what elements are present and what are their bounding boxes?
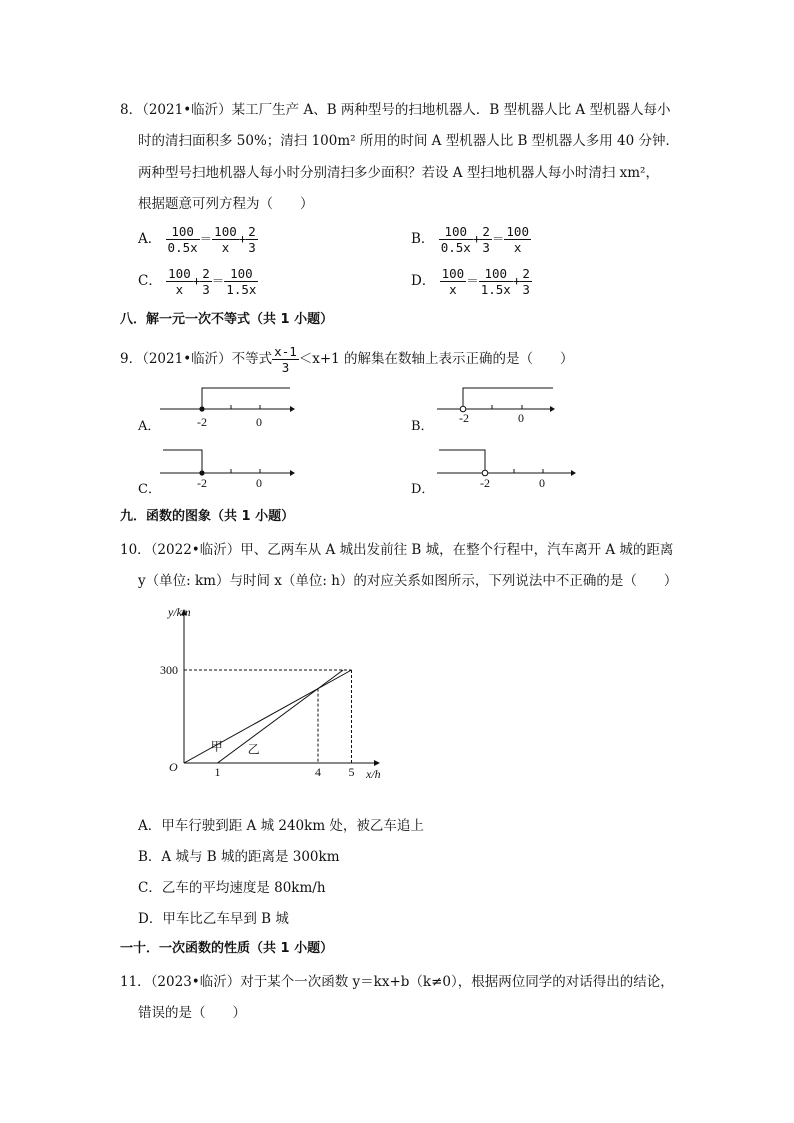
q8-option-c[interactable]: C． $\frac{100}{x}$ + $\frac{2}{3}$ ＝ $\frac{100}{1.5x}$ xyxy=(138,266,257,297)
q11-number: 11． xyxy=(120,974,151,990)
tick-label: -2 xyxy=(197,415,207,429)
solid-dot-icon xyxy=(199,470,204,475)
fraction: $\frac{100}{0.5x}$ xyxy=(440,224,471,255)
q8-option-d[interactable]: D． $\frac{100}{x}$ ＝ $\frac{100}{1.5x}$ + $\frac{2}{3}$ xyxy=(411,266,530,297)
y-axis-label: y/km xyxy=(168,605,191,619)
q9-number: 9． xyxy=(120,351,143,367)
series-label: 乙 xyxy=(247,742,260,757)
fraction: $\frac{2}{3}$ xyxy=(202,266,210,297)
q8-line-2: 时的清扫面积多 50%；清扫 100m² 所用的时间 A 型机器人比 B 型机器人多用 40 分钟． xyxy=(138,133,679,149)
q10-line-1 xyxy=(120,540,673,560)
section-heading-8: 八．解一元一次不等式（共 1 小题） xyxy=(120,312,334,327)
section-heading-9: 九．函数的图象（共 1 小题） xyxy=(120,509,295,524)
q10-text-1: 甲、乙两车从 A 城出发前往 B 城，在整个行程中，汽车离开 A 城的距离 xyxy=(240,542,674,558)
distance-time-chart xyxy=(160,595,400,785)
q9-source: （2021•临沂） xyxy=(142,351,232,367)
q11-source: （2023•临沂） xyxy=(150,974,241,990)
fraction: $\frac{x-1}{3}$ xyxy=(274,344,297,375)
tick-label: 0 xyxy=(256,476,262,490)
q10-option-c[interactable]: C．乙车的平均速度是 80km/h xyxy=(138,880,326,896)
section-heading-10: 一十．一次函数的性质（共 1 小题） xyxy=(120,941,334,956)
q10-option-b[interactable]: B．A 城与 B 城的距离是 300km xyxy=(138,849,340,865)
fraction: $\frac{2}{3}$ xyxy=(248,224,256,255)
fraction: $\frac{2}{3}$ xyxy=(522,266,530,297)
y-tick-label: 300 xyxy=(160,663,178,677)
fraction: $\frac{2}{3}$ xyxy=(482,224,490,255)
arrow-head-icon xyxy=(290,406,295,412)
fraction: $\frac{100}{1.5x}$ xyxy=(480,266,511,297)
q8-option-b[interactable]: B． $\frac{100}{0.5x}$ + $\frac{2}{3}$ ＝ $\frac{100}{x}$ xyxy=(411,224,529,255)
fraction: $\frac{100}{1.5x}$ xyxy=(226,266,257,297)
q9-option-c-label[interactable]: C． xyxy=(138,482,161,497)
hollow-dot-icon xyxy=(482,470,488,476)
q8-source: （2021•临沂） xyxy=(142,102,232,118)
fraction: $\frac{100}{0.5x}$ xyxy=(167,224,198,255)
solid-dot-icon xyxy=(199,406,204,411)
option-label: A． xyxy=(138,231,162,247)
x-tick-label: 4 xyxy=(315,765,321,779)
q8-line-1 xyxy=(120,100,670,120)
q9-stem xyxy=(120,344,574,375)
solution-ray xyxy=(439,450,485,470)
q10-option-a[interactable]: A．甲车行驶到距 A 城 240km 处，被乙车追上 xyxy=(138,818,424,834)
x-axis-label: x/h xyxy=(366,767,381,781)
q9-option-a-label[interactable]: A． xyxy=(138,419,161,434)
q8-number: 8． xyxy=(120,102,143,118)
fraction: $\frac{100}{x}$ xyxy=(168,266,191,297)
arrow-head-icon xyxy=(571,470,576,476)
q9-text-pre: 不等式 xyxy=(231,351,273,367)
series-line-1 xyxy=(184,670,352,763)
origin-label: O xyxy=(169,760,178,774)
q8-line-3: 两种型号扫地机器人每小时分别清扫多少面积？若设 A 型扫地机器人每小时清扫 xm²， xyxy=(138,165,659,181)
arrow-head-icon xyxy=(290,470,295,476)
q11-line-1 xyxy=(120,972,674,992)
option-label: C． xyxy=(138,273,162,289)
tick-label: -2 xyxy=(459,411,469,425)
q8-line-4: 根据题意可列方程为（ ） xyxy=(138,196,314,212)
q11-line-2: 错误的是（ ） xyxy=(138,1005,246,1021)
fraction: $\frac{100}{x}$ xyxy=(214,224,237,255)
q9-text-post: ＜x+1 的解集在数轴上表示正确的是（ ） xyxy=(298,351,574,367)
solution-ray xyxy=(463,388,553,406)
option-label: B． xyxy=(411,231,435,247)
tick-label: 0 xyxy=(539,476,545,490)
fraction: $\frac{100}{x}$ xyxy=(441,266,465,297)
chart-series xyxy=(184,670,352,763)
tick-label: -2 xyxy=(197,476,207,490)
q9-option-d-number-line[interactable] xyxy=(437,442,577,492)
x-tick-label: 5 xyxy=(348,765,355,779)
fraction: $\frac{100}{x}$ xyxy=(506,224,529,255)
arrow-head-icon xyxy=(550,406,555,412)
tick-label: -2 xyxy=(480,476,490,490)
q10-number: 10． xyxy=(120,542,151,558)
q8-text-1: 某工厂生产 A、B 两种型号的扫地机器人．B 型机器人比 A 型机器人每小 xyxy=(231,102,671,118)
solution-ray xyxy=(163,450,202,473)
tick-label: 0 xyxy=(518,411,524,425)
solution-ray xyxy=(202,388,290,409)
q10-line-2: y（单位: km）与时间 x（单位: h）的对应关系如图所示，下列说法中不正确的是（ ） xyxy=(138,573,678,589)
q8-option-a[interactable]: A． $\frac{100}{0.5x}$ ＝ $\frac{100}{x}$ + $\frac{2}{3}$ xyxy=(138,224,256,255)
series-label: 甲 xyxy=(210,739,223,754)
q11-text-1: 对于某个一次函数 y＝kx+b（k≠0），根据两位同学的对话得出的结论， xyxy=(240,974,674,990)
q9-option-c-number-line[interactable] xyxy=(160,442,295,492)
x-axis-arrow-icon xyxy=(374,760,380,766)
chart-labels xyxy=(160,605,381,781)
q10-source: （2022•临沂） xyxy=(150,542,241,558)
option-label: D． xyxy=(411,273,436,289)
series-line-2 xyxy=(218,670,344,763)
q9-option-b-number-line[interactable] xyxy=(437,380,557,430)
tick-label: 0 xyxy=(256,415,262,429)
q9-option-d-label[interactable]: D． xyxy=(411,482,435,497)
q9-option-b-label[interactable]: B． xyxy=(411,419,434,434)
q10-option-d[interactable]: D．甲车比乙车早到 B 城 xyxy=(138,911,289,927)
x-tick-label: 1 xyxy=(214,765,221,779)
q9-option-a-number-line[interactable] xyxy=(160,380,295,430)
